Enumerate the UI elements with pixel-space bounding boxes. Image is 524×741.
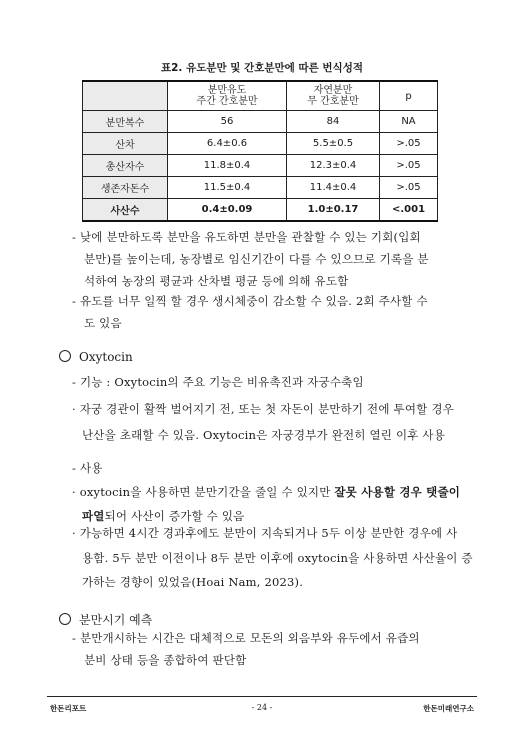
section-title: Oxytocin xyxy=(79,350,133,364)
text-line: - 사용 xyxy=(72,461,103,475)
row-label: 산차 xyxy=(83,133,168,155)
text-line: 되어 사산이 증가할 수 있음 xyxy=(104,509,245,523)
cell-natural: 5.5±0.5 xyxy=(287,133,380,155)
header-natural-line1: 자연분만 xyxy=(313,85,353,96)
cell-induced: 11.8±0.4 xyxy=(168,155,287,177)
text-line: · 가능하면 4시간 경과후에도 분만이 지속되거나 5두 이상 분만한 경우에 사 xyxy=(72,526,458,540)
text-line: 석하여 농장의 평균과 산차별 평균 등에 의해 유도함 xyxy=(84,274,349,288)
cell-p: >.05 xyxy=(380,155,438,177)
oxytocin-function xyxy=(72,371,364,393)
oxytocin-use-heading xyxy=(72,457,103,479)
header-p: p xyxy=(380,81,438,111)
oxytocin-use-2 xyxy=(72,521,473,595)
cell-p: >.05 xyxy=(380,133,438,155)
warning-text: 파열 xyxy=(82,509,105,523)
text-line: 용함. 5두 분만 이전이나 8두 분만 이후에 oxytocin을 사용하면 사산율이 증 xyxy=(82,550,473,565)
bullet-early-induction xyxy=(72,290,428,334)
text-line: · oxytocin을 사용하면 분만기간을 줄일 수 있지만 xyxy=(72,485,335,499)
cell-induced: 56 xyxy=(168,111,287,133)
text-line: - 낮에 분만하도록 분만을 유도하면 분만을 관찰할 수 있는 기회(입회 xyxy=(72,230,421,244)
cell-p: NA xyxy=(380,111,438,133)
warning-text: 잘못 사용할 경우 탯줄이 xyxy=(334,485,461,499)
table-row xyxy=(83,155,438,177)
row-label: 생존자돈수 xyxy=(83,177,168,199)
oxytocin-function-detail xyxy=(72,396,454,448)
row-label: 분만복수 xyxy=(83,111,168,133)
cell-natural: 84 xyxy=(287,111,380,133)
text-line: - 유도를 너무 일찍 할 경우 생시체중이 감소할 수 있음. 2회 주사할 수 xyxy=(72,294,428,308)
cell-natural: 12.3±0.4 xyxy=(287,155,380,177)
text-line: 도 있음 xyxy=(84,316,122,330)
circle-bullet-icon xyxy=(59,613,71,625)
header-empty-cell xyxy=(83,81,168,111)
row-label: 사산수 xyxy=(83,199,168,222)
header-natural-line2: 무 간호분만 xyxy=(307,96,359,107)
footer-institute: 한돈미래연구소 xyxy=(423,704,474,713)
table-header-row xyxy=(83,81,438,111)
cell-p: <.001 xyxy=(380,199,438,222)
section-title: 분만시기 예측 xyxy=(79,613,153,627)
table-row xyxy=(83,111,438,133)
cell-induced: 11.5±0.4 xyxy=(168,177,287,199)
cell-induced: 6.4±0.6 xyxy=(168,133,287,155)
text-line: - 분만개시하는 시간은 대체적으로 모돈의 외음부와 유두에서 유즙의 xyxy=(72,631,420,645)
cell-natural: 11.4±0.4 xyxy=(287,177,380,199)
header-induced xyxy=(168,81,287,111)
bullet-induction xyxy=(72,226,429,292)
text-line: 가하는 경향이 있었음(Hoai Nam, 2023). xyxy=(82,575,304,589)
section-heading-oxytocin xyxy=(59,350,133,364)
cell-natural: 1.0±0.17 xyxy=(287,199,380,222)
circle-bullet-icon xyxy=(59,350,71,362)
table-title: 표2. 유도분만 및 간호분만에 따른 번식성적 xyxy=(160,62,363,74)
header-induced-line1: 분만유도 xyxy=(207,85,247,96)
results-table xyxy=(82,80,438,222)
table-row xyxy=(83,177,438,199)
page-number: - 24 - xyxy=(251,703,273,712)
table-row xyxy=(83,199,438,222)
section-heading-timing xyxy=(59,611,152,628)
text-line: - 기능 : Oxytocin의 주요 기능은 비유촉진과 자궁수축임 xyxy=(72,375,364,389)
header-induced-line2: 주간 간호분만 xyxy=(196,96,258,107)
table-row xyxy=(83,133,438,155)
row-label: 총산자수 xyxy=(83,155,168,177)
text-line: · 자궁 경관이 활짝 벌어지기 전, 또는 첫 자돈이 분만하기 전에 투여할 경우 xyxy=(72,402,454,416)
cell-p: >.05 xyxy=(380,177,438,199)
header-natural xyxy=(287,81,380,111)
footer-publication: 한돈리포트 xyxy=(50,704,87,713)
footer-divider xyxy=(47,696,477,697)
cell-induced: 0.4±0.09 xyxy=(168,199,287,222)
timing-text xyxy=(72,627,420,671)
text-line: 분비 상태 등을 종합하여 판단함 xyxy=(84,653,247,667)
text-line: 분만)를 높이는데, 농장별로 임신기간이 다를 수 있으므로 기록을 분 xyxy=(84,252,429,266)
text-line: 난산을 초래할 수 있음. Oxytocin은 자궁경부가 완전히 열린 이후 사용 xyxy=(82,428,446,442)
